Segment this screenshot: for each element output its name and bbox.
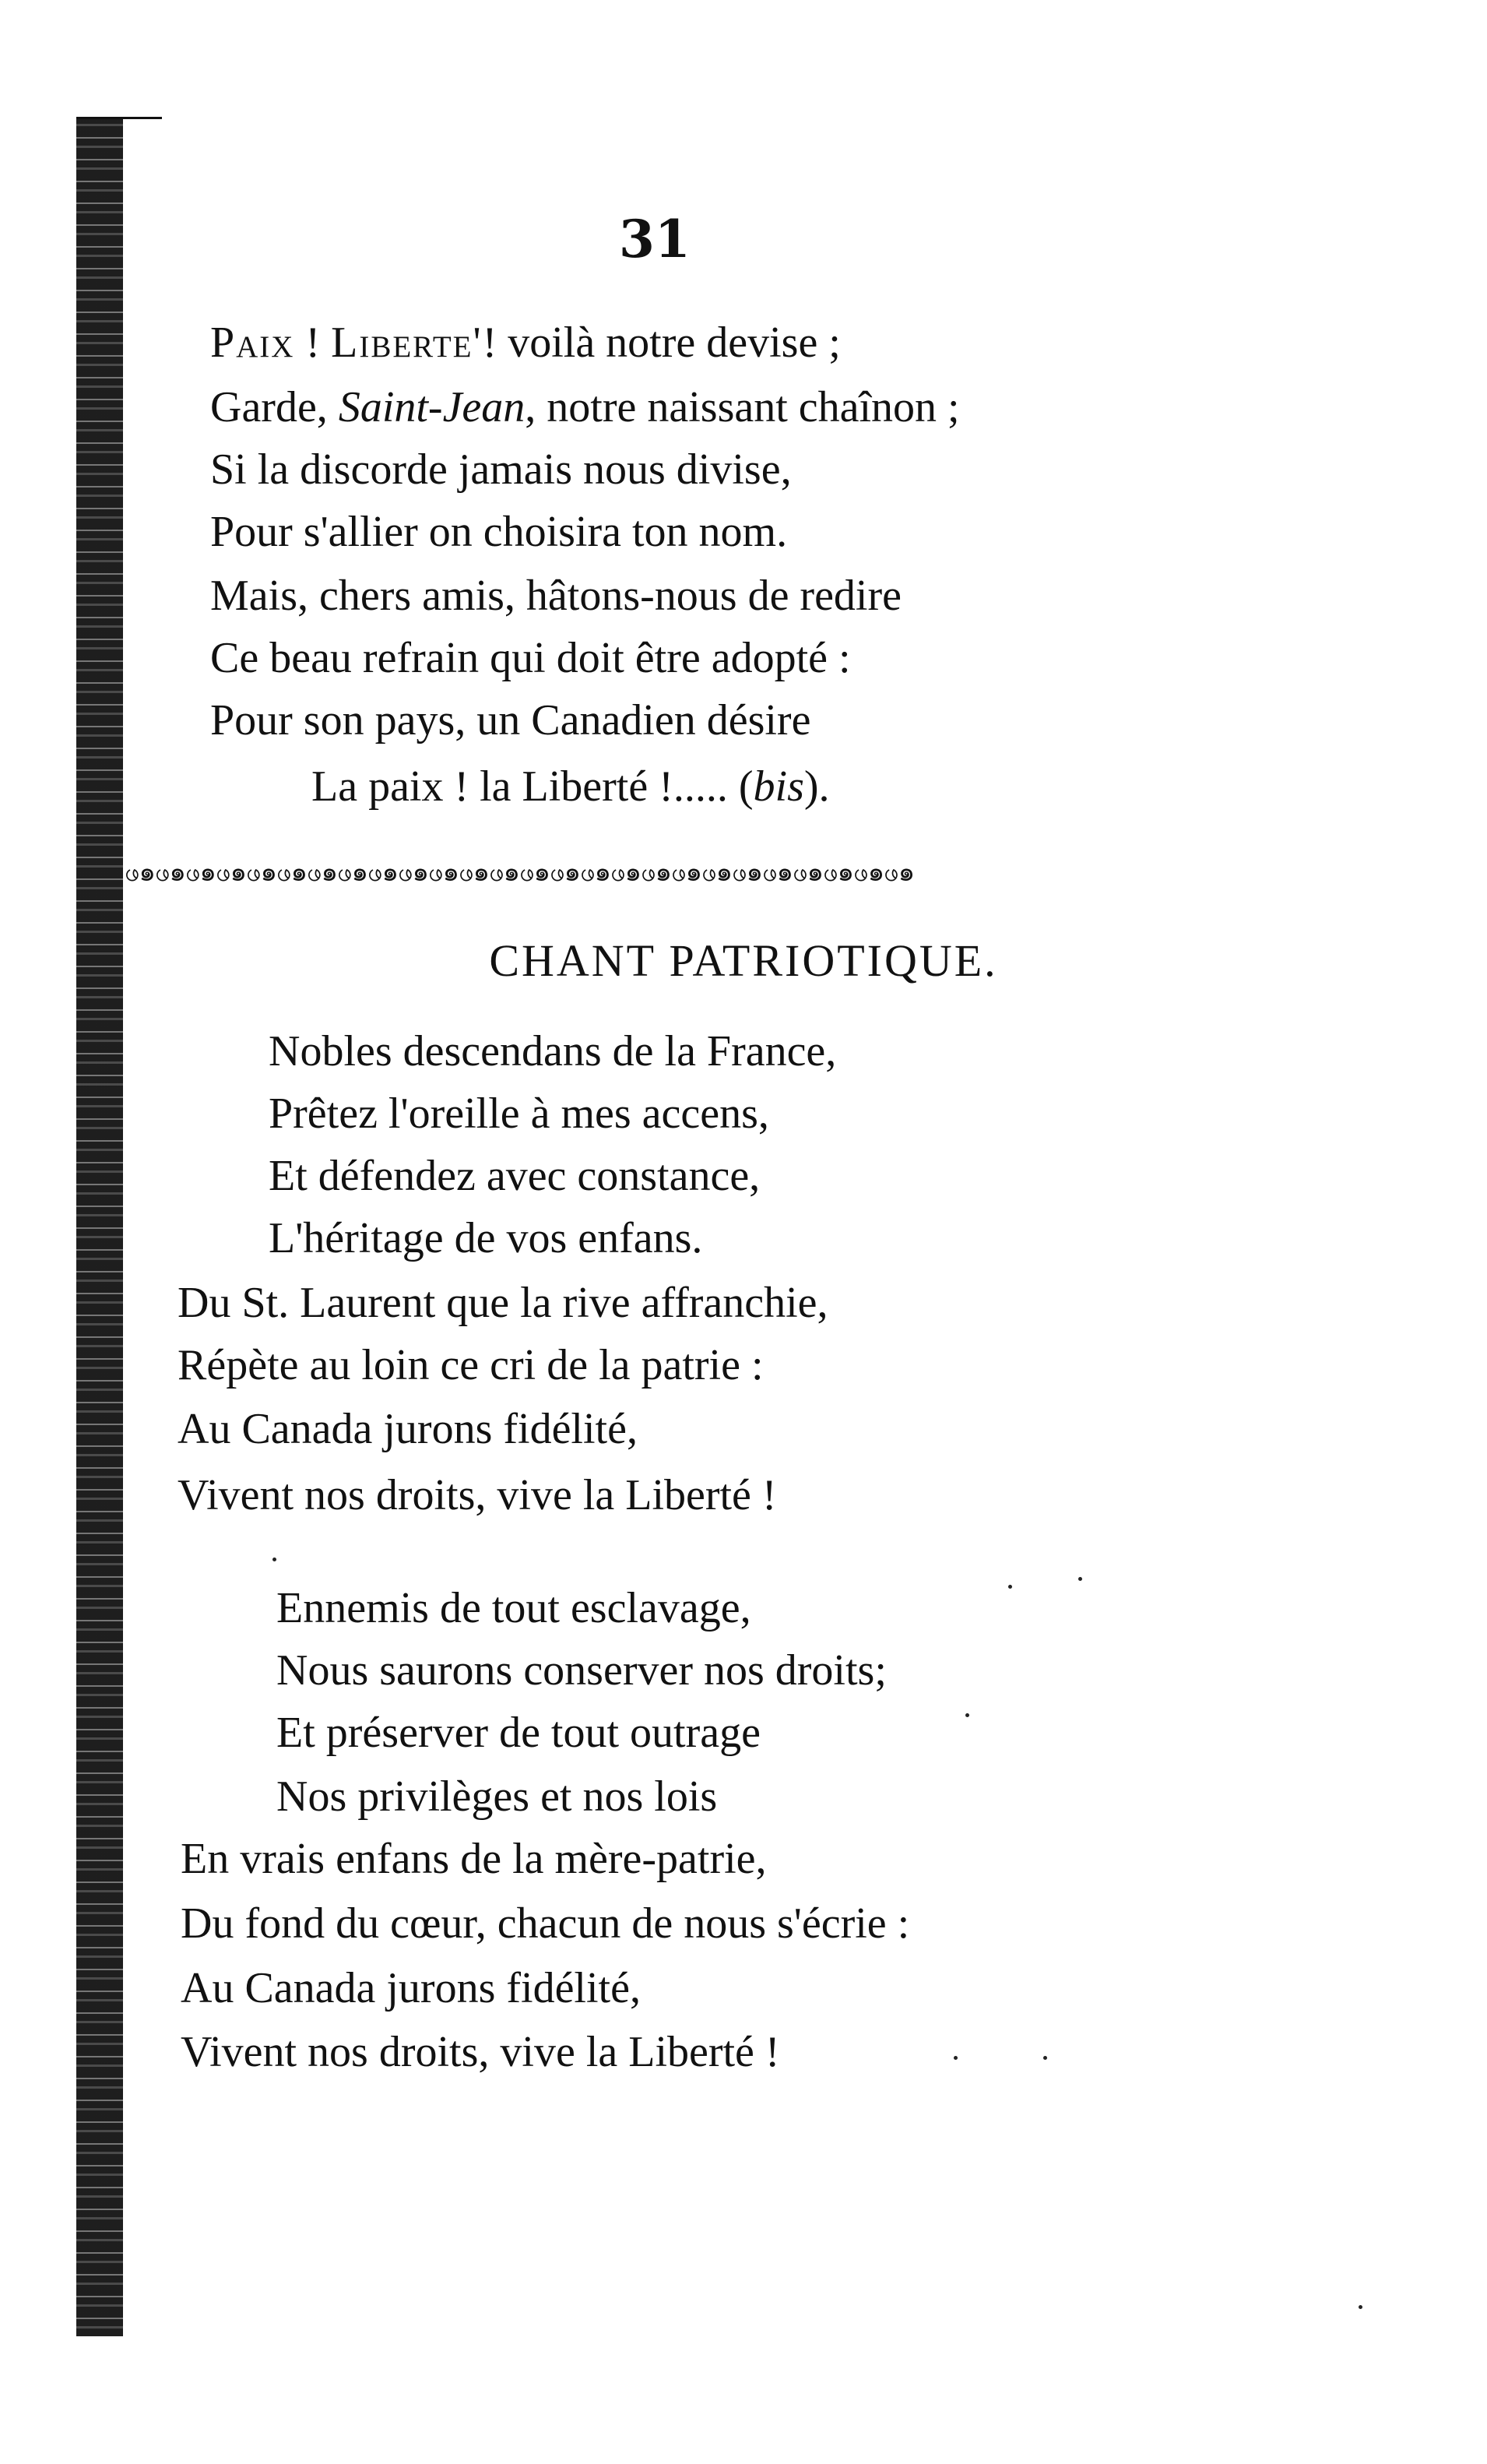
verse-line: Nobles descendans de la France, — [269, 1027, 837, 1075]
verse-line: Au Canada jurons fidélité, — [181, 1964, 641, 2012]
verse-line: Et défendez avec constance, — [269, 1152, 761, 1200]
verse-line — [210, 380, 960, 435]
verse-line: Pour son pays, un Canadien désire — [210, 696, 811, 744]
verse-line: Nos privilèges et nos lois — [276, 1772, 718, 1821]
verse-line: Pour s'allier on choisira ton nom. — [210, 508, 788, 556]
print-speck — [1008, 1585, 1012, 1589]
word-liberte: Liberte' — [331, 319, 483, 367]
verse-line: Au Canada jurons fidélité, — [178, 1405, 638, 1453]
print-speck — [1043, 2056, 1047, 2060]
verse-line: En vrais enfans de la mère-patrie, — [181, 1835, 767, 1883]
verse-fragment: ! — [294, 319, 332, 367]
verse-line: L'héritage de vos enfans. — [269, 1214, 703, 1262]
verse-line: Si la discorde jamais nous divise, — [210, 445, 792, 494]
verse-line — [311, 759, 830, 814]
verse-line — [210, 315, 841, 370]
verse-fragment: La paix ! la Liberté !..... ( — [311, 762, 754, 811]
print-speck — [272, 1558, 276, 1561]
binding-edge — [76, 117, 123, 2336]
print-speck — [965, 1713, 969, 1717]
section-title: CHANT PATRIOTIQUE. — [489, 935, 998, 986]
verse-line: Du fond du cœur, chacun de nous s'écrie : — [181, 1899, 910, 1948]
italic-bis: bis — [753, 762, 804, 811]
print-speck — [1078, 1577, 1082, 1581]
verse-line: Mais, chers amis, hâtons-nous de redire — [210, 572, 902, 620]
verse-line: Vivent nos droits, vive la Liberté ! — [178, 1471, 777, 1519]
verse-line: Ennemis de tout esclavage, — [276, 1584, 751, 1632]
verse-line: Ce beau refrain qui doit être adopté : — [210, 634, 851, 682]
word-paix: Paix — [210, 319, 295, 367]
ornamental-rule: ဖ๑ဖ๑ဖ๑ဖ๑ဖ๑ဖ๑ဖ๑ဖ๑ဖ๑ဖ๑ဖ๑ဖ๑ဖ๑ဖ๑ဖ๑ဖ๑ဖ๑ဖ๑ဖ๑ဖ๑ဖ๑ဖ๑ဖ๑ဖ๑ဖ๑ဖ๑ — [125, 857, 915, 888]
print-speck — [954, 2056, 958, 2060]
verse-fragment: ! voilà notre devise ; — [482, 319, 841, 367]
verse-line: Répète au loin ce cri de la patrie : — [178, 1341, 764, 1389]
verse-line: Vivent nos droits, vive la Liberté ! — [181, 2028, 780, 2076]
verse-line: Et préserver de tout outrage — [276, 1709, 761, 1757]
italic-saint-jean: Saint-Jean — [338, 383, 526, 431]
verse-line: Nous saurons conserver nos droits; — [276, 1646, 887, 1695]
verse-fragment: , notre naissant chaînon ; — [525, 383, 960, 431]
verse-line: Du St. Laurent que la rive affranchie, — [178, 1279, 828, 1327]
verse-line: Prêtez l'oreille à mes accens, — [269, 1089, 769, 1138]
verse-fragment: Garde, — [210, 383, 339, 431]
verse-fragment: ). — [803, 762, 830, 811]
print-speck — [1359, 2305, 1362, 2309]
page-number: 31 — [619, 209, 691, 269]
binding-top-rule — [76, 117, 162, 119]
